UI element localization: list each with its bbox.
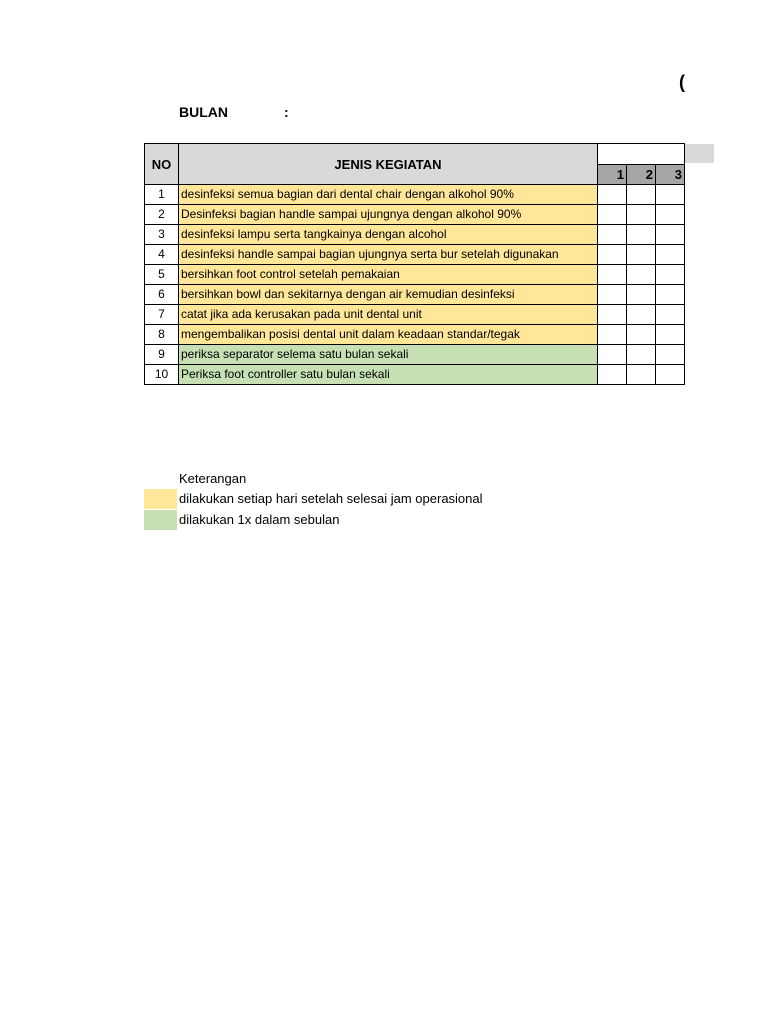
row-number: 5 <box>145 265 179 285</box>
day-check-cell[interactable] <box>627 345 656 365</box>
day-check-cell[interactable] <box>627 285 656 305</box>
table-row <box>145 305 685 325</box>
day-check-cell[interactable] <box>656 285 685 305</box>
day-check-cell[interactable] <box>627 245 656 265</box>
day-check-cell[interactable] <box>656 365 685 385</box>
day-check-cell[interactable] <box>598 185 627 205</box>
table-row <box>145 245 685 265</box>
table-row <box>145 345 685 365</box>
day-check-cell[interactable] <box>598 305 627 325</box>
table-row <box>145 225 685 245</box>
day-check-cell[interactable] <box>627 265 656 285</box>
row-number: 2 <box>145 205 179 225</box>
page-title-fragment: ( <box>679 72 685 92</box>
row-number: 4 <box>145 245 179 265</box>
row-activity: bersihkan foot control setelah pemakaian <box>179 265 598 285</box>
day-check-cell[interactable] <box>656 205 685 225</box>
table-row <box>145 285 685 305</box>
legend-swatch-daily <box>144 489 177 509</box>
day-check-cell[interactable] <box>627 325 656 345</box>
table-row <box>145 185 685 205</box>
header-day-1: 1 <box>598 165 627 185</box>
row-activity: periksa separator selema satu bulan sekali <box>179 345 598 365</box>
row-number: 6 <box>145 285 179 305</box>
row-number: 10 <box>145 365 179 385</box>
day-check-cell[interactable] <box>656 325 685 345</box>
table-row <box>145 325 685 345</box>
row-activity: bersihkan bowl dan sekitarnya dengan air kemudian desinfeksi <box>179 285 598 305</box>
row-activity: mengembalikan posisi dental unit dalam keadaan standar/tegak <box>179 325 598 345</box>
header-day-2: 2 <box>627 165 656 185</box>
day-check-cell[interactable] <box>656 345 685 365</box>
day-check-cell[interactable] <box>656 245 685 265</box>
row-number: 1 <box>145 185 179 205</box>
day-check-cell[interactable] <box>627 365 656 385</box>
table-row <box>145 205 685 225</box>
day-check-cell[interactable] <box>656 305 685 325</box>
bulan-colon: : <box>284 104 289 120</box>
day-check-cell[interactable] <box>598 245 627 265</box>
header-no: NO <box>145 144 179 185</box>
bulan-label: BULAN <box>179 104 228 120</box>
table-row <box>145 365 685 385</box>
day-check-cell[interactable] <box>598 285 627 305</box>
legend-label-monthly: dilakukan 1x dalam sebulan <box>179 512 340 527</box>
row-number: 3 <box>145 225 179 245</box>
day-check-cell[interactable] <box>627 305 656 325</box>
day-check-cell[interactable] <box>598 265 627 285</box>
header-overflow-cell <box>684 144 714 163</box>
activity-table <box>144 143 685 385</box>
legend-title: Keterangan <box>179 471 247 486</box>
row-activity: catat jika ada kerusakan pada unit dental unit <box>179 305 598 325</box>
row-number: 7 <box>145 305 179 325</box>
day-check-cell[interactable] <box>598 345 627 365</box>
day-check-cell[interactable] <box>627 205 656 225</box>
row-activity: desinfeksi lampu serta tangkainya dengan alcohol <box>179 225 598 245</box>
day-check-cell[interactable] <box>598 365 627 385</box>
row-number: 9 <box>145 345 179 365</box>
header-month-span <box>598 144 685 165</box>
row-number: 8 <box>145 325 179 345</box>
day-check-cell[interactable] <box>598 225 627 245</box>
row-activity: desinfeksi semua bagian dari dental chair dengan alkohol 90% <box>179 185 598 205</box>
day-check-cell[interactable] <box>627 185 656 205</box>
header-kegiatan: JENIS KEGIATAN <box>179 144 598 185</box>
day-check-cell[interactable] <box>627 225 656 245</box>
legend-swatch-monthly <box>144 510 177 530</box>
day-check-cell[interactable] <box>656 225 685 245</box>
row-activity: Desinfeksi bagian handle sampai ujungnya dengan alkohol 90% <box>179 205 598 225</box>
day-check-cell[interactable] <box>598 205 627 225</box>
day-check-cell[interactable] <box>598 325 627 345</box>
day-check-cell[interactable] <box>656 185 685 205</box>
row-activity: Periksa foot controller satu bulan sekali <box>179 365 598 385</box>
row-activity: desinfeksi handle sampai bagian ujungnya serta bur setelah digunakan <box>179 245 598 265</box>
table-row <box>145 265 685 285</box>
header-day-3: 3 <box>656 165 685 185</box>
legend-label-daily: dilakukan setiap hari setelah selesai jam operasional <box>179 491 483 506</box>
day-check-cell[interactable] <box>656 265 685 285</box>
